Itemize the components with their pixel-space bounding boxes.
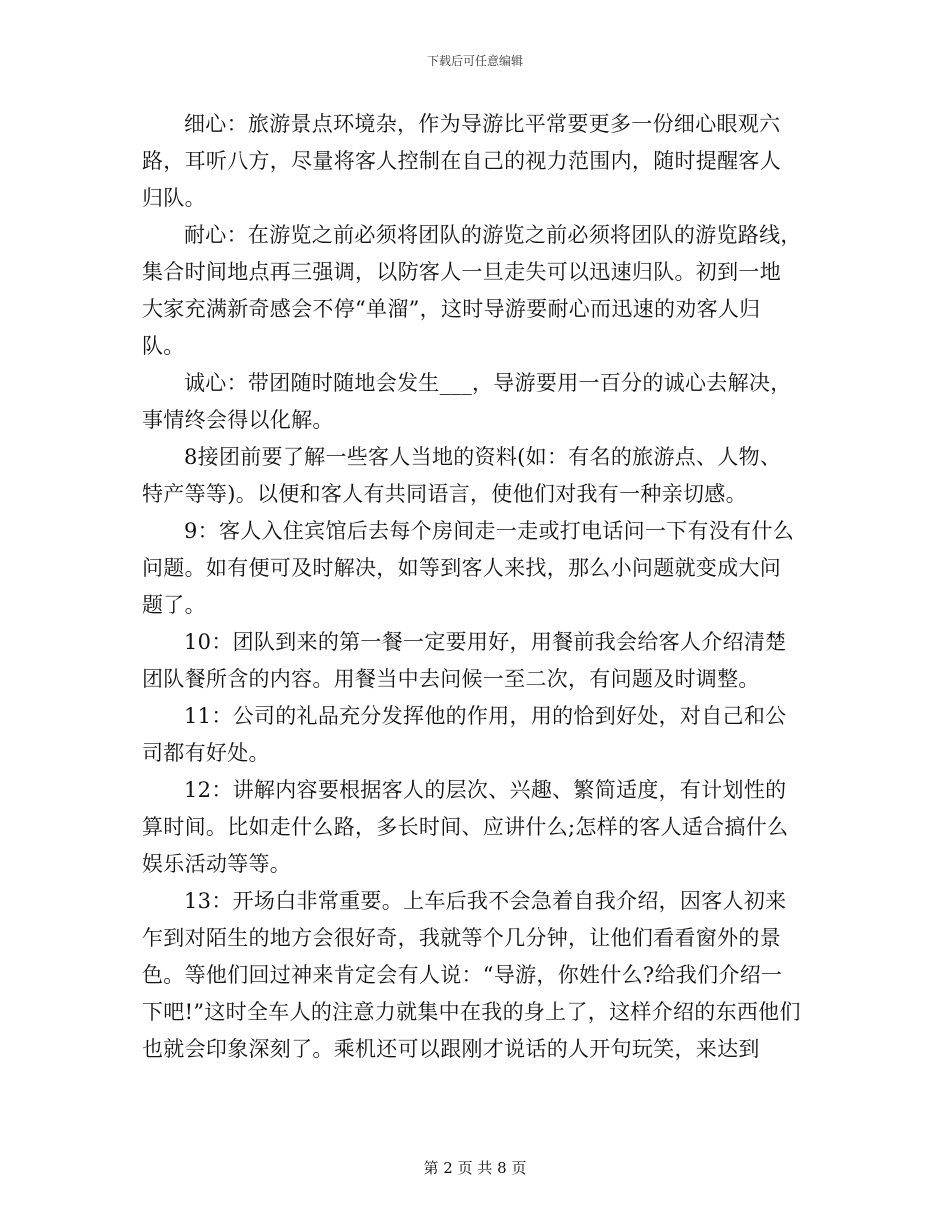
paragraph-carefulness: 细心：旅游景点环境杂，作为导游比平常要更多一份细心眼观六路，耳听八方，尽量将客人控制在自己的视力范围内，随时提醒客人归队。: [142, 112, 781, 210]
paragraph-sincerity: 诚心：带团随时随地会发生___，导游要用一百分的诚心去解决，事情终会得以化解。: [142, 371, 792, 432]
page-header: 下载后可任意编辑: [426, 54, 523, 68]
paragraph-item-11: 11：公司的礼品充分发挥他的作用，用的恰到好处，对自己和公司都有好处。: [142, 704, 787, 765]
paragraph-patience: 耐心：在游览之前必须将团队的游览之前必须将团队的游览路线，集合时间地点再三强调，以防客人一旦走失可以迅速归队。初到一地大家充满新奇感会不停“单溜”，这时导游要耐心而迅速的劝客人归队。: [142, 223, 802, 358]
paragraph-item-8: 8接团前要了解一些客人当地的资料(如：有名的旅游点、人物、特产等等)。以便和客人有共同语言，使他们对我有一种亲切感。: [142, 445, 782, 506]
paragraph-item-9: 9：客人入住宾馆后去每个房间走一走或打电话问一下有没有什么问题。如有便可及时解决，如等到客人来找，那么小问题就变成大问题了。: [142, 519, 795, 617]
paragraph-item-13: 13：开场白非常重要。上车后我不会急着自我介绍，因客人初来乍到对陌生的地方会很好奇，我就等个几分钟，让他们看看窗外的景色。等他们回过神来肯定会有人说：“导游，你姓什么?给我们介绍一下吧!”这时全车人的注意力就集中在我的身上了，这样介绍的东西他们也就会印象深刻了。乘机还可以跟刚才说话的人开句玩笑，来达到: [142, 889, 801, 1061]
paragraph-item-10: 10：团队到来的第一餐一定要用好，用餐前我会给客人介绍清楚团队餐所含的内容。用餐当中去问候一至二次，有问题及时调整。: [142, 630, 787, 691]
paragraph-item-12: 12：讲解内容要根据客人的层次、兴趣、繁简适度，有计划性的算时间。比如走什么路，多长时间、应讲什么;怎样的客人适合搞什么娱乐活动等等。: [142, 778, 789, 876]
page-number: 第 2 页 共 8 页: [423, 1159, 527, 1177]
document-body: [142, 106, 802, 1068]
